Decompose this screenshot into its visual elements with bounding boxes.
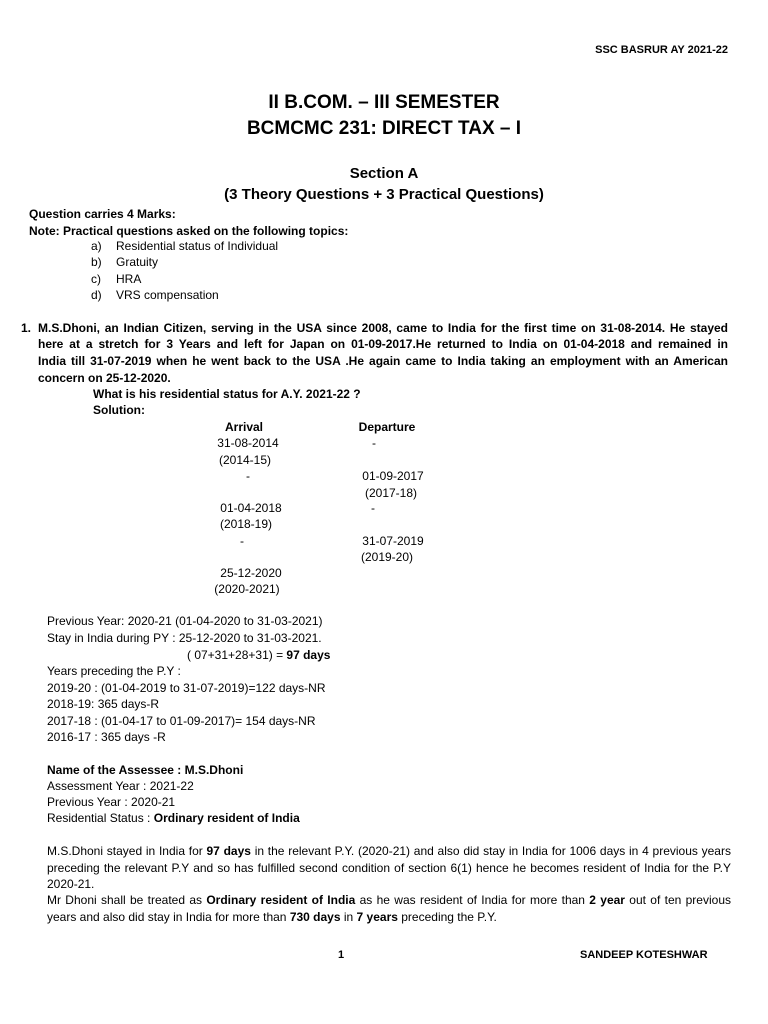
table-cell: (2020-2021) xyxy=(214,582,280,596)
calc-previous-year: Previous Year: 2020-21 (01-04-2020 to 31-03-2021) xyxy=(47,614,323,628)
status-label: Residential Status : xyxy=(47,811,154,825)
table-cell: 25-12-2020 xyxy=(220,566,282,580)
question-line-3: India till 31-07-2019 when he went back to the USA .He again came to India taking an employment with an American xyxy=(38,354,728,368)
calc-days xyxy=(187,647,330,663)
table-cell: - xyxy=(372,436,376,450)
question-line-2: here at a stretch for 3 Years and left for Japan on 01-09-2017.He returned to India on 01-04-2018 and remained in xyxy=(38,337,728,351)
days-formula: ( 07+31+28+31) = xyxy=(187,648,287,662)
question-number: 1. xyxy=(21,321,32,335)
calc-stay: Stay in India during PY : 25-12-2020 to 31-03-2021. xyxy=(47,631,322,645)
table-cell: (2017-18) xyxy=(364,486,418,500)
course-title: II B.COM. – III SEMESTER xyxy=(268,92,500,113)
calc-years-preceding: Years preceding the P.Y : xyxy=(47,664,181,678)
table-cell: - xyxy=(246,469,250,483)
question-line-1: M.S.Dhoni, an Indian Citizen, serving in the USA since 2008, came to India for the first time on 31-08-2014. He stayed xyxy=(38,321,728,335)
page-number: 1 xyxy=(338,949,345,961)
table-cell: (2014-15) xyxy=(218,453,272,467)
table-cell: 01-04-2018 xyxy=(220,501,282,515)
header-institution: SSC BASRUR AY 2021-22 xyxy=(595,44,728,56)
arrival-header: Arrival xyxy=(224,420,264,434)
summary-assessee: Name of the Assessee : M.S.Dhoni xyxy=(47,763,244,777)
table-cell: 01-09-2017 xyxy=(362,469,424,483)
footer-author: SANDEEP KOTESHWAR xyxy=(580,949,708,961)
solution-label: Solution: xyxy=(93,403,145,417)
marks-note: Question carries 4 Marks: xyxy=(29,207,176,221)
conclusion-paragraph-1: M.S.Dhoni stayed in India for 97 days in the relevant P.Y. (2020-21) and also did stay in India for 1006 days in 4 previous years preceding the relevant P.Y and so has fulfilled second condition of section 6(1) hence he becomes resident of India for the P.Y 2020-21. xyxy=(47,844,731,891)
summary-py: Previous Year : 2020-21 xyxy=(47,795,176,809)
calc-year-2017-18: 2017-18 : (01-04-17 to 01-09-2017)= 154 days-NR xyxy=(47,714,316,728)
topics-note: Note: Practical questions asked on the following topics: xyxy=(29,224,349,238)
status-value: Ordinary resident of India xyxy=(153,811,300,825)
table-cell: 31-08-2014 xyxy=(217,436,279,450)
table-cell: - xyxy=(371,501,375,515)
summary-ay: Assessment Year : 2021-22 xyxy=(47,779,194,793)
calc-year-2016-17: 2016-17 : 365 days -R xyxy=(47,730,166,744)
topics-list xyxy=(91,239,278,304)
section-name: Section A xyxy=(349,165,419,182)
list-item: c) HRA xyxy=(91,271,142,286)
paper-title: BCMCMC 231: DIRECT TAX – I xyxy=(246,118,522,139)
list-item: a) Residential status of Individual xyxy=(91,239,279,253)
table-cell: 31-07-2019 xyxy=(362,534,424,548)
table-cell: - xyxy=(240,534,244,548)
list-item: d) VRS compensation xyxy=(91,287,219,302)
days-total: 97 days xyxy=(286,648,331,662)
summary-status xyxy=(47,810,300,826)
conclusion-paragraph-2: Mr Dhoni shall be treated as Ordinary resident of India as he was resident of India for more than 2 year out of ten previous years and also did stay in India for more than 730 days in 7 years preceding the P.Y. xyxy=(47,893,731,924)
table-cell: (2018-19) xyxy=(219,517,273,531)
calc-year-2018-19: 2018-19: 365 days-R xyxy=(47,697,160,711)
table-cell: (2019-20) xyxy=(360,550,414,564)
question-line-4: concern on 25-12-2020. xyxy=(38,371,171,385)
list-item: b) Gratuity xyxy=(91,255,159,270)
question-ask: What is his residential status for A.Y. 2021-22 ? xyxy=(93,387,361,401)
section-description: (3 Theory Questions + 3 Practical Questions) xyxy=(224,186,544,203)
departure-header: Departure xyxy=(358,420,416,434)
calc-year-2019-20: 2019-20 : (01-04-2019 to 31-07-2019)=122 days-NR xyxy=(47,681,326,695)
